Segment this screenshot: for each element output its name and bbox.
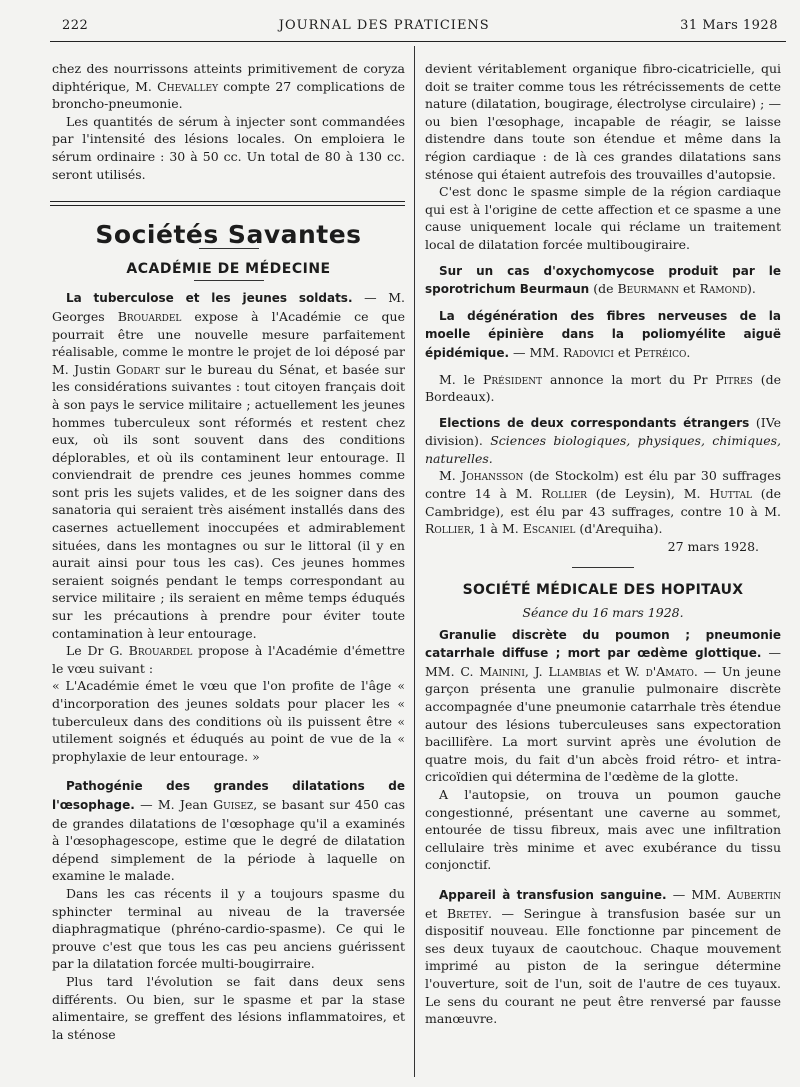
right-column xyxy=(425,60,781,1028)
spasme-paragraph: C'est donc le spasme simple de la région cardiaque qui est à l'origine de cette affection et ce spasme a une cause uniquement locale qui réclame un traitement local de dilatation forcée multibougiraire. xyxy=(425,184,781,252)
academy-heading: ACADÉMIE DE MÉDECINE xyxy=(126,260,331,277)
oesophage-paragraph-3: Plus tard l'évolution se fait dans deux sens différents. Ou bien, sur le spasme et par la stase alimentaire, se greffent des lésions inflammatoires, et la sténose xyxy=(52,973,405,1042)
continued-paragraph-right: devient véritablement organique fibro-cicatricielle, qui doit se traiter comme tous les rétrécissements de cette nature (dilatation, bougirage, électrolyse circulaire) ; — ou bien l'œsophage, incapable de réagir, se laisse distendre dans toute son étendue et même dans la région cardiaque : de là ces grandes dilatations sans sténose qui étaient autrefois des trouvailles d'autopsie. xyxy=(425,61,781,182)
elections-date: 27 mars 1928. xyxy=(667,538,759,554)
journal-title: JOURNAL DES PRATICIENS xyxy=(278,18,490,33)
voeu-quote: « L'Académie émet le vœu que l'on profite de l'âge « d'incorporation des jeunes soldats pour placer les « tuberculeux dans des conditions où ils puissent être « utilement soignés et éduqués au point de vue de la « prophylaxie de leur entourage. » xyxy=(52,678,405,764)
article-poliomyelite: La dégénération des fibres nerveuses de la moelle épinière dans la poliomyélite aiguë épidémique. — MM. Radovici et Petréico. xyxy=(425,308,781,360)
section-title: Sociétés Savantes xyxy=(95,220,362,250)
article-deces: M. le Président annonce la mort du Pr Pitres (de Bordeaux). xyxy=(425,371,781,405)
oesophage-paragraph-2: Dans les cas récents il y a toujours spasme du sphincter terminal au niveau de la traversée diaphragmatique (phréno-cardio-spasme). Ce qui le prouve c'est que tous les cas peu anciens guérissent par la dilatation forcée multi-bougirraire. xyxy=(52,885,405,972)
society-heading: SOCIÉTÉ MÉDICALE DES HOPITAUX xyxy=(462,582,744,599)
serum-paragraph: Les quantités de sérum à injecter sont commandées par l'intensité des lésions locales. On emploiera le sérum ordinaire : 30 à 50 cc. Un total de 80 à 130 cc. seront utilisés. xyxy=(52,113,405,182)
section-double-rule xyxy=(50,201,405,206)
article-elections: Elections de deux correspondants étrangers (IVe division). Sciences biologiques, physiques, chimiques, naturelles. xyxy=(425,414,782,466)
page-number: 222 xyxy=(62,18,89,33)
academy-underline xyxy=(194,280,264,281)
page-header xyxy=(62,18,778,42)
left-column xyxy=(52,60,405,1043)
proposal-paragraph: Le Dr G. Brouardel propose à l'Académie d'émettre le vœu suivant : xyxy=(52,643,405,676)
article-granulie: Granulie discrète du poumon ; pneumonie catarrhale diffuse ; mort par œdème glottique. — MM. C. Mainini, J. Llambias et W. d'Amato. — Un jeune garçon présenta une granulie pulmonaire discrète accompagnée d'une pneumonie catarrhale très étendue autour des lésions tuberculeuses sans expectoration bacillifère. La mort survint après une évolution de quatre mois, du fait d'un abcès froid rétro- et intra-cricoïdien qui détermina de l'œdème de la glotte. xyxy=(425,627,781,785)
column-divider xyxy=(414,46,415,1077)
article-transfusion: Appareil à transfusion sanguine. — MM. Aubertin et Bretey. — Seringue à transfusion basée sur un dispositif nouveau. Elle fonctionne par pincement de ses deux tuyaux de caoutchouc. Chaque mouvement imprimé au piston de la seringue détermine l'ouverture, soit de l'un, soit de l'autre de ces tuyaux. Le sens du courant ne peut être renversé par fausse manœuvre. xyxy=(425,886,781,1027)
elections-results: M. Johansson (de Stockolm) est élu par 30 suffrages contre 14 à M. Rollier (de Leysin), M. Huttal (de Cambridge), est élu par 43 suffrages, contre 10 à M. Rollier, 1 à M. Escaniel (d'Arequiha). xyxy=(425,468,782,537)
article-oesophage: Pathogénie des grandes dilatations de l'œsophage. — M. Jean Guisez, se basant sur 450 cas de grandes dilatations de l'œsophage qu'il a examinés à l'œsophagescope, estime que le degré de dilatation dépend simplement de la période à laquelle on examine le malade. xyxy=(52,779,406,884)
seance-date: Séance du 16 mars 1928. xyxy=(522,605,684,621)
issue-date: 31 Mars 1928 xyxy=(680,18,778,33)
section-separator xyxy=(572,567,634,568)
autopsie-paragraph: A l'autopsie, on trouva un poumon gauche congestionné, présentant une caverne au sommet, entourée de tissu fibreux, mais avec une infiltration cellulaire très minime et avec exubérance du tissu conjonctif. xyxy=(425,786,781,873)
article-oxychomycose: Sur un cas d'oxychomycose produit par le sporotrichum Beurmaun (de Beurmann et Ramond). xyxy=(425,263,781,297)
header-rule xyxy=(50,41,786,42)
continued-paragraph: chez des nourrissons atteints primitivement de coryza diphtérique, M. Chevalley compte 27 complications de broncho-pneumonie. xyxy=(52,61,406,112)
article-tuberculose: La tuberculose et les jeunes soldats. — M. Georges Brouardel expose à l'Académie ce que pourrait être une nouvelle mesure parfaitement réalisable, comme le montre le projet de loi déposé par M. Justin Godart sur le bureau du Sénat, et basée sur les considérations suivantes : tout citoyen français doit à son pays le service militaire ; actuellement les jeunes hommes tuberculeux sont réformés et restent chez eux, où ils sont souvent dans des conditions déplorables, et où ils contaminent leur entourage. Il conviendrait de prendre ces jeunes hommes comme sont pris les sujets valides, et de les soigner dans des sanatoria qui seraient très aisément installés dans des casernes actuellement inoccupées et admirablement situées, dans les montagnes ou sur le littoral (il y en aurait ainsi pour tous les cas). Ces jeunes hommes seraient soignés pendant le temps correspondant au service militaire ; ils seraient en même temps éduqués sur les précautions à prendre pour éviter toute contamination à leur entourage. xyxy=(52,290,406,641)
